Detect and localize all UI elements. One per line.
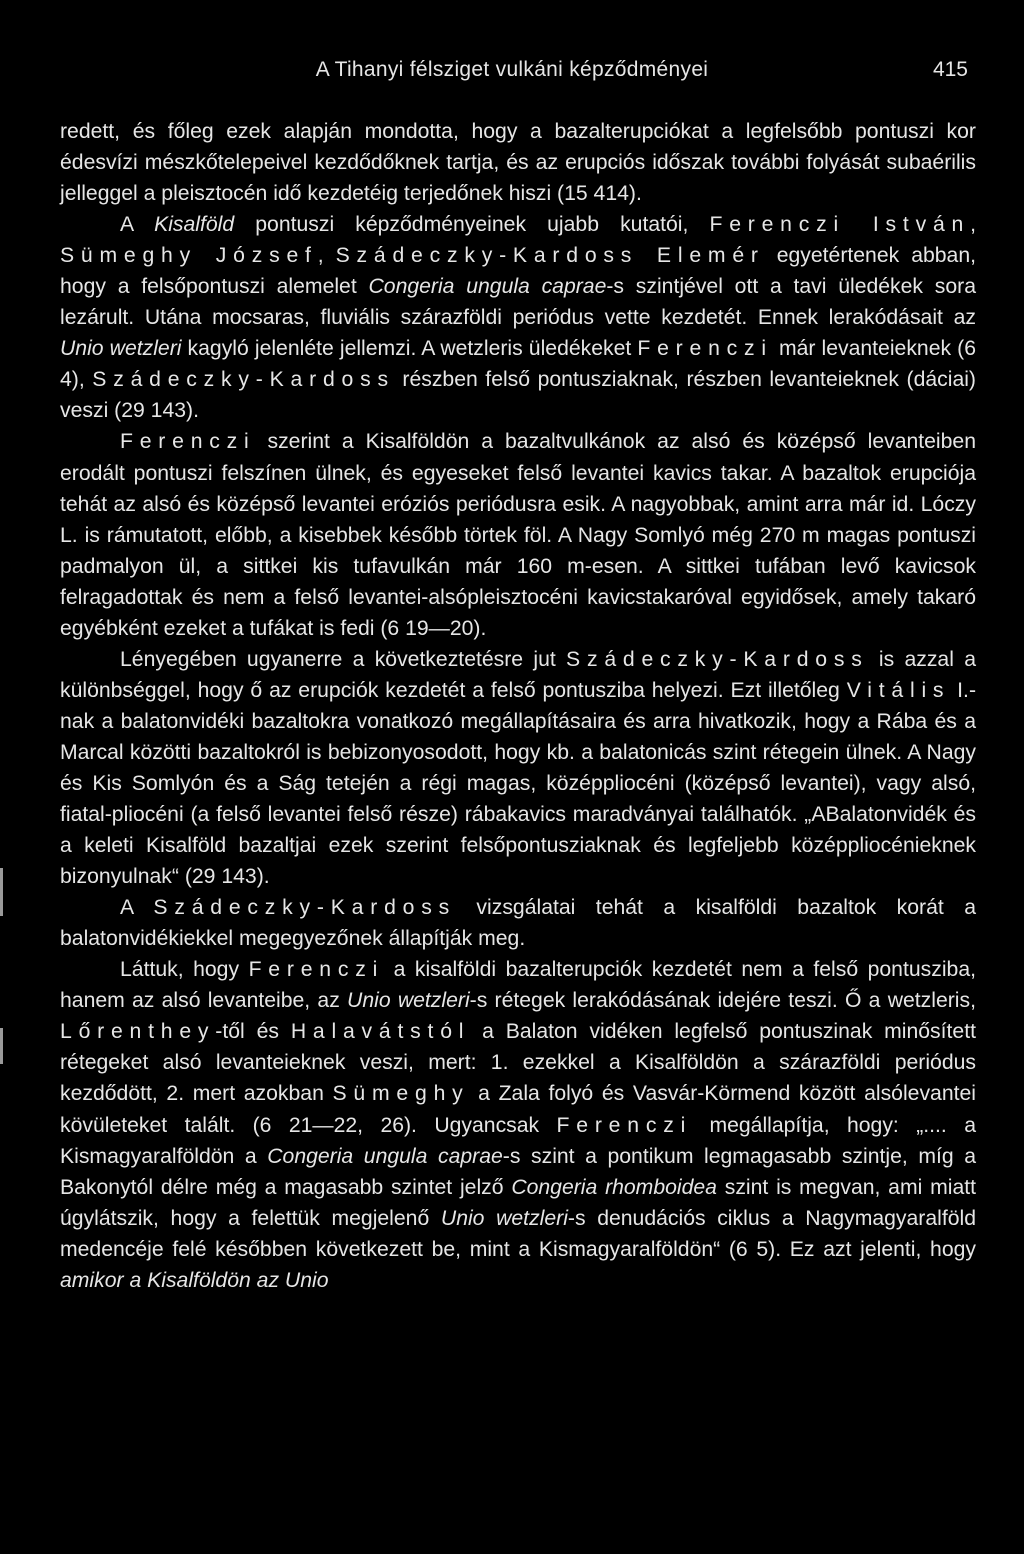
spaced-author-name: Szádeczky-Kardoss (92, 368, 395, 392)
running-title: A Tihanyi félsziget vulkáni képződményei (315, 58, 709, 81)
text-run: a Balaton vidéken legfelső pontuszinak minősített rétegeket alsó levanteieknek veszi, mert: 1. ezekkel a Kisalföldön a szárazföldi periódus kezdődött, 2. mert azokban (60, 1020, 976, 1106)
text-run: egyetértenek abban, hogy a felsőpontuszi alemelet (60, 244, 977, 299)
italic-term: Congeria ungula caprae (267, 1144, 503, 1168)
text-run: Láttuk, hogy (120, 958, 249, 982)
text-run: I.-nak a balatonvidéki bazaltokra vonatkozó megállapításaira és arra hivatkozik, hogy a Rába és a Marcal közötti bazaltokról is bebizonyosodott, hogy kb. a balatonicás szint rétegein ülnek. A Nagy és Kis Somlyón és a Ság tetején a régi magas, középpliocéni (középső levantei), vagy alsó, fiatal-pliocéni (a felső levantei felső része) rábakavics maradványai találhatók. „ABalatonvidék és a keleti Kisalföld bazaltjai ezek szerint felsőpontusziaknak és legfeljebb középpliocénieknek bizonyulnak“ (29 143). (60, 678, 977, 889)
text-run: -s denudációs ciklus a Nagymagyaralföld medencéje felé későbben következett be, mint a Kismagyaralföldön“ (6 5). Ez azt jelenti, hogy (60, 1206, 977, 1261)
text-run: redett, és főleg ezek alapján mondotta, hogy a bazalterupciókat a legfelsőbb pontuszi kor édesvízi mészkőtelepeivel kezdődőknek tartja, és az erupciós időszak további folyását subaérilis jelleggel a pleisztocén idő kezdetéig terjedőnek hiszi (15 414). (60, 120, 976, 206)
text-run: A (120, 213, 155, 237)
italic-term: amikor a Kisalföldön az Unio (60, 1268, 329, 1292)
spaced-author-name: Halavátstól (290, 1020, 471, 1044)
spaced-author-name: Ferenczi (637, 337, 773, 361)
margin-mark (0, 868, 3, 916)
paragraph (60, 426, 976, 643)
text-run: -s rétegek lerakódásának idejére teszi. Ő a wetzleris, (469, 989, 976, 1013)
text-run: a Zala folyó és Vasvár-Körmend között alsólevantei kövületeket talált. (6 21—22, 26). Ugyancsak (60, 1082, 976, 1137)
body-text (60, 116, 976, 1296)
italic-term: Unio wetzleri (440, 1206, 568, 1230)
text-run: részben felső pontusziaknak, részben levanteieknek (dáciai) veszi (29 143). (60, 368, 976, 423)
text-run: vizsgálatai tehát a kisalföldi bazaltok korát a balatonvidékiekkel megegyezőnek állapítják meg. (60, 896, 976, 951)
paragraph (60, 644, 976, 892)
spaced-author-name: Szádeczky-Kardoss (153, 896, 456, 920)
text-run: is azzal a különbséggel, hogy ő az erupciók kezdetét a felső pontusziba helyezi. Ezt illetőleg (60, 647, 976, 702)
text-run: , (317, 244, 336, 268)
paragraph (60, 892, 976, 954)
text-run: -s szint a pontikum legmagasabb szintje, míg a Bakonytól délre még a magasabb szintet jelző (60, 1144, 977, 1199)
spaced-author-name: Lőrenthey (60, 1020, 216, 1044)
spaced-author-name: Ferenczi (556, 1113, 693, 1137)
text-run: kagyló jelenléte jellemzi. A wetzleris üledékeket (181, 337, 638, 361)
text-run: , (970, 213, 976, 237)
spaced-author-name: Ferenczi (248, 958, 385, 982)
text-run: már levanteieknek (6 4), (60, 337, 977, 392)
page-number: 415 (932, 58, 968, 81)
text-run: Lényegében ugyanerre a következtetésre jut (120, 647, 567, 671)
spaced-author-name: Szádeczky-Kardoss (566, 647, 869, 671)
paragraph (60, 209, 976, 426)
paragraph (60, 954, 976, 1296)
spaced-author-name: Ferenczi (120, 430, 256, 454)
italic-term: Kisalföld (154, 213, 235, 237)
text-run: A (120, 896, 154, 920)
text-run: megállapítja, hogy: „.... a Kismagyaralföldön a (60, 1113, 976, 1168)
text-run: -s szintjével ott a tavi üledékek sora lezárult. Utána mocsaras, fluviális szárazföldi periódus vette kezdetét. Ennek lerakódásait az (60, 275, 976, 330)
spaced-author-name: Sümeghy (332, 1082, 470, 1106)
spaced-author-name: Ferenczi István (709, 213, 971, 237)
text-run: pontuszi képződményeinek ujabb kutatói, (234, 213, 710, 237)
margin-mark (0, 1028, 3, 1064)
text-run: -től és (215, 1020, 291, 1044)
text-run: szerint a Kisalföldön a bazaltvulkánok az alsó és középső levanteiben erodált pontuszi felszínen ülnek, és egyeseket felső levantei kavics takar. A bazaltok erupciója tehát az alsó és középső levantei eróziós periódusra esik. A nagyobbak, amint arra már id. Lóczy L. is rámutatott, előbb, a kisebbek később törtek föl. A Nagy Somlyó még 270 m magas pontuszi padmalyon ül, a sittkei kis tufavulkán már 160 m-esen. A sittkei tufában levő kavicsok felragadottak és nem a felső levantei-alsópleisztocéni kavicstakaróval egyidősek, amely takaró egyébként ezeket a tufákat is fedi (6 19—20). (60, 430, 976, 640)
italic-term: Congeria ungula caprae (368, 275, 607, 299)
spaced-author-name: Szádeczky-Kardoss Elemér (335, 244, 765, 268)
paragraph (60, 116, 976, 209)
italic-term: Congeria rhomboidea (511, 1175, 717, 1199)
spaced-author-name: Vitális (846, 678, 951, 702)
italic-term: Unio wetzleri (60, 337, 182, 361)
running-head (0, 52, 1024, 88)
text-run: a kisalföldi bazalterupciók kezdetét nem a felső pontusziba, hanem az alsó levanteibe, az (60, 958, 976, 1013)
italic-term: Unio wetzleri (347, 989, 470, 1013)
spaced-author-name: Sümeghy József (60, 244, 318, 268)
text-run: szint is megvan, ami miatt úgylátszik, hogy a felettük megjelenő (60, 1175, 977, 1230)
